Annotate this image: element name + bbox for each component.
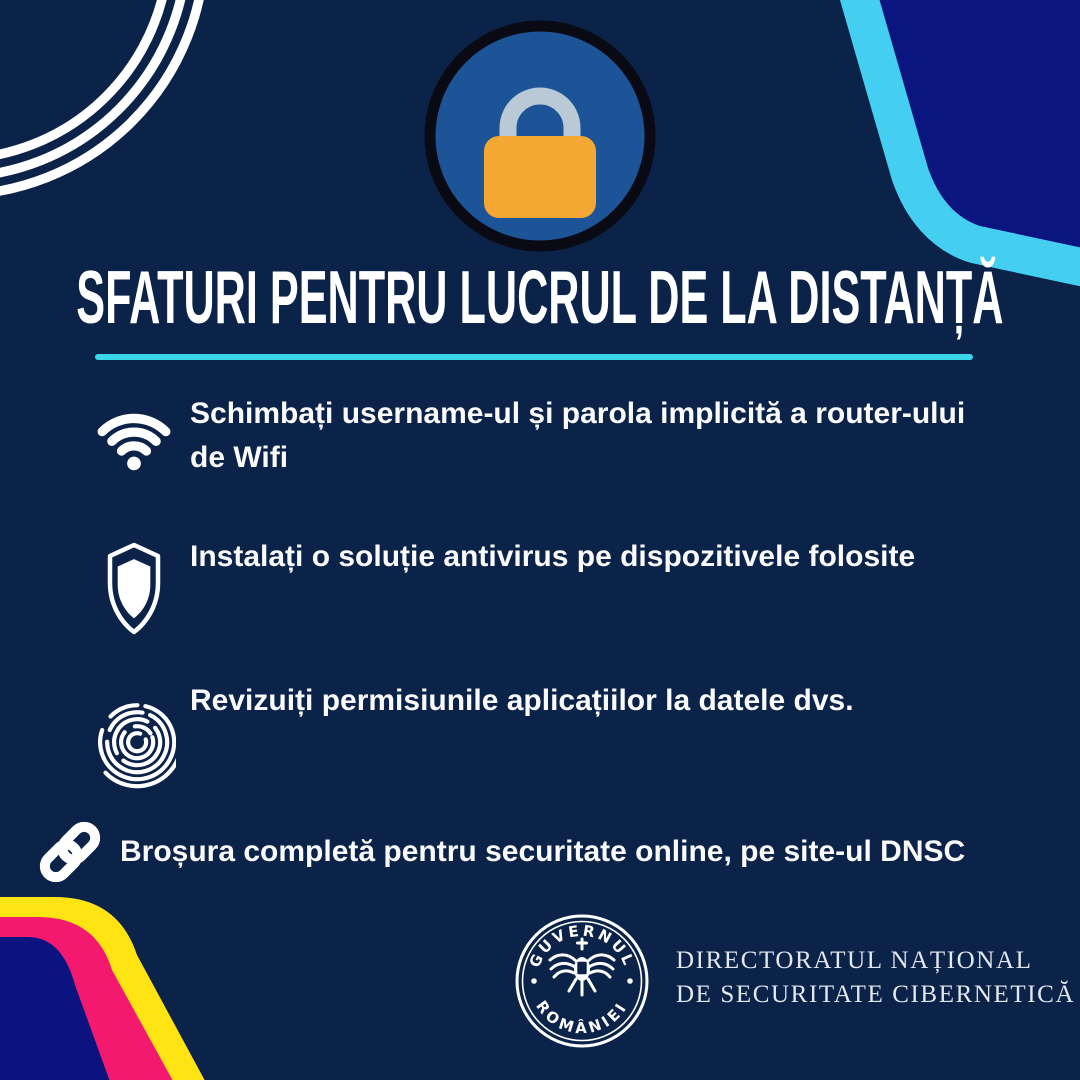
wifi-icon bbox=[78, 392, 190, 476]
tip-text-permissions: Revizuiți permisiunile aplicațiilor la datele dvs. bbox=[190, 684, 854, 717]
eagle-coat-of-arms bbox=[550, 939, 614, 995]
padlock-icon bbox=[420, 16, 660, 256]
top-right-corner-decoration bbox=[868, 0, 1080, 256]
shield-icon bbox=[78, 535, 190, 637]
bottom-left-corner-decoration bbox=[0, 897, 210, 1080]
government-seal bbox=[512, 911, 652, 1051]
organisation-name-line1: DIRECTORATUL NAȚIONAL bbox=[676, 947, 1033, 974]
seal-bottom-text: ROMÂNIEI bbox=[532, 997, 632, 1038]
list-item-wifi-tip bbox=[78, 392, 1008, 479]
list-item-permissions-tip bbox=[78, 679, 1008, 789]
list-item-antivirus-tip bbox=[78, 535, 1008, 637]
svg-text:ROMÂNIEI bbox=[532, 997, 631, 1037]
tip-text-wifi: Schimbați username-ul și parola implicită a router-ului de Wifi bbox=[190, 397, 966, 474]
brochure-note-text: Broșura completă pentru securitate online, pe site-ul DNSC bbox=[120, 835, 966, 868]
seal-top-text: GUVERNUL bbox=[525, 921, 639, 971]
page-title: SFATURI PENTRU LUCRUL DE LA DISTANȚĂ bbox=[76, 255, 1004, 340]
organisation-name-line2: DE SECURITATE CIBERNETICĂ bbox=[676, 980, 1076, 1008]
brochure-note-row bbox=[34, 816, 965, 888]
title-row bbox=[0, 255, 1080, 340]
chain-link-icon bbox=[34, 816, 106, 888]
brush-arcs-decoration bbox=[0, 0, 205, 195]
seal-right-dot bbox=[627, 978, 633, 984]
tips-list bbox=[78, 392, 1008, 789]
seal-left-dot bbox=[531, 978, 537, 984]
title-underline bbox=[95, 354, 973, 360]
organisation-name bbox=[676, 944, 1075, 1011]
tip-text-antivirus: Instalați o soluție antivirus pe dispozitivele folosite bbox=[190, 540, 916, 573]
fingerprint-icon bbox=[78, 679, 190, 789]
